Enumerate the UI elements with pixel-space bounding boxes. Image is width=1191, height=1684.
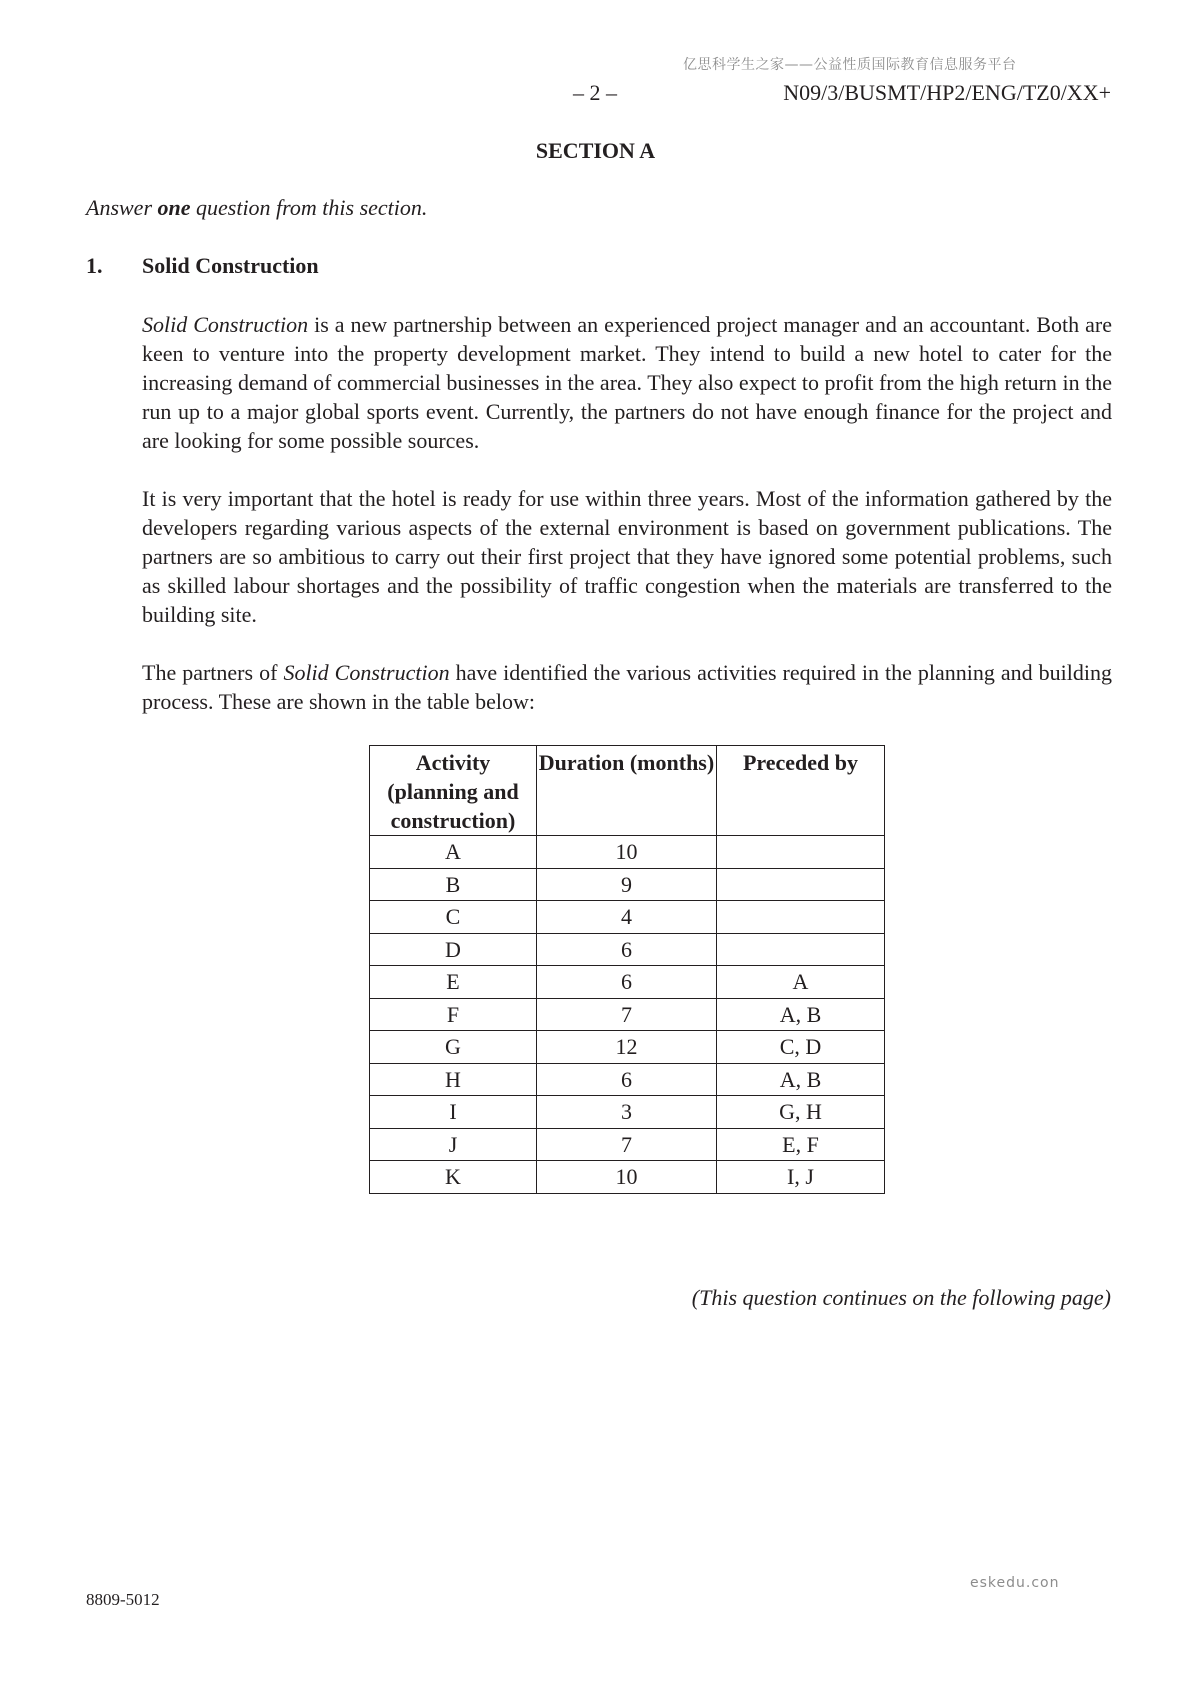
cell-preceded-by: E, F (717, 1128, 885, 1161)
paragraph-1-text: is a new partnership between an experienced project manager and an accountant. Both are keen to venture into the property development market. They intend to build a new hotel to cater for the increasing demand of commercial businesses in the area. They also expect to profit from the high return in the run up to a major global sports event. Currently, the partners do not have enough finance for the project and are looking for some possible sources. (142, 312, 1112, 453)
cell-activity: K (370, 1161, 537, 1194)
question-number: 1. (86, 253, 103, 278)
instruction-after: question from this section. (190, 195, 428, 220)
paragraph-2: It is very important that the hotel is ready for use within three years. Most of the information gathered by the developers regarding various aspects of the external environment is based on government publications. The partners are so ambitious to carry out their first project that they have ignored some potential problems, such as skilled labour shortages and the possibility of traffic congestion when the materials are transferred to the building site. (142, 486, 1112, 627)
cell-activity: B (370, 868, 537, 901)
header-activity: Activity (planning and construction) (370, 746, 537, 836)
cell-duration: 7 (537, 998, 717, 1031)
cell-preceded-by: I, J (717, 1161, 885, 1194)
footer-watermark: eskedu.con (970, 1575, 1060, 1591)
paragraph-3-after: have identified the various activities required in the planning and building process. These are shown in the table below: (142, 660, 1112, 714)
cell-activity: J (370, 1128, 537, 1161)
cell-duration: 9 (537, 868, 717, 901)
cell-preceded-by (717, 868, 885, 901)
cell-duration: 10 (537, 836, 717, 869)
table-row (370, 868, 885, 901)
table-row (370, 1063, 885, 1096)
cell-activity: H (370, 1063, 537, 1096)
header-preceded-by: Preceded by (717, 746, 885, 836)
page-number: – 2 – (573, 80, 617, 105)
company-name: Solid Construction (283, 660, 450, 685)
cell-preceded-by: A, B (717, 998, 885, 1031)
cell-preceded-by: G, H (717, 1096, 885, 1129)
instruction-before: Answer (86, 195, 158, 220)
cell-preceded-by (717, 836, 885, 869)
cell-duration: 6 (537, 1063, 717, 1096)
table-row (370, 998, 885, 1031)
company-name: Solid Construction (142, 312, 309, 337)
header-duration: Duration (months) (537, 746, 717, 836)
table-row (370, 1161, 885, 1194)
cell-preceded-by: A (717, 966, 885, 999)
table-row (370, 933, 885, 966)
section-title: SECTION A (535, 138, 656, 163)
paragraph-3 (142, 658, 1112, 716)
cell-preceded-by (717, 933, 885, 966)
header-watermark: 亿思科学生之家——公益性质国际教育信息服务平台 (683, 57, 1017, 73)
cell-activity: F (370, 998, 537, 1031)
table-row (370, 901, 885, 934)
cell-preceded-by: C, D (717, 1031, 885, 1064)
cell-preceded-by (717, 901, 885, 934)
question-title: Solid Construction (142, 253, 319, 278)
table-row (370, 1128, 885, 1161)
cell-duration: 12 (537, 1031, 717, 1064)
cell-duration: 10 (537, 1161, 717, 1194)
table-row (370, 836, 885, 869)
cell-duration: 6 (537, 966, 717, 999)
table-row (370, 1031, 885, 1064)
cell-activity: G (370, 1031, 537, 1064)
cell-preceded-by: A, B (717, 1063, 885, 1096)
paper-code: N09/3/BUSMT/HP2/ENG/TZ0/XX+ (783, 80, 1111, 105)
table-header-row (370, 746, 885, 836)
cell-activity: E (370, 966, 537, 999)
footer-code: 8809-5012 (86, 1590, 160, 1609)
cell-duration: 7 (537, 1128, 717, 1161)
cell-activity: A (370, 836, 537, 869)
cell-duration: 4 (537, 901, 717, 934)
cell-activity: I (370, 1096, 537, 1129)
paragraph-1 (142, 310, 1112, 455)
paragraph-3-before: The partners of (142, 660, 284, 685)
cell-activity: D (370, 933, 537, 966)
activities-table (369, 745, 885, 1194)
cell-duration: 6 (537, 933, 717, 966)
instruction (86, 195, 427, 221)
table-row (370, 966, 885, 999)
continues-note: (This question continues on the following page) (691, 1285, 1111, 1310)
cell-activity: C (370, 901, 537, 934)
instruction-emphasis: one (157, 195, 191, 220)
cell-duration: 3 (537, 1096, 717, 1129)
table-row (370, 1096, 885, 1129)
